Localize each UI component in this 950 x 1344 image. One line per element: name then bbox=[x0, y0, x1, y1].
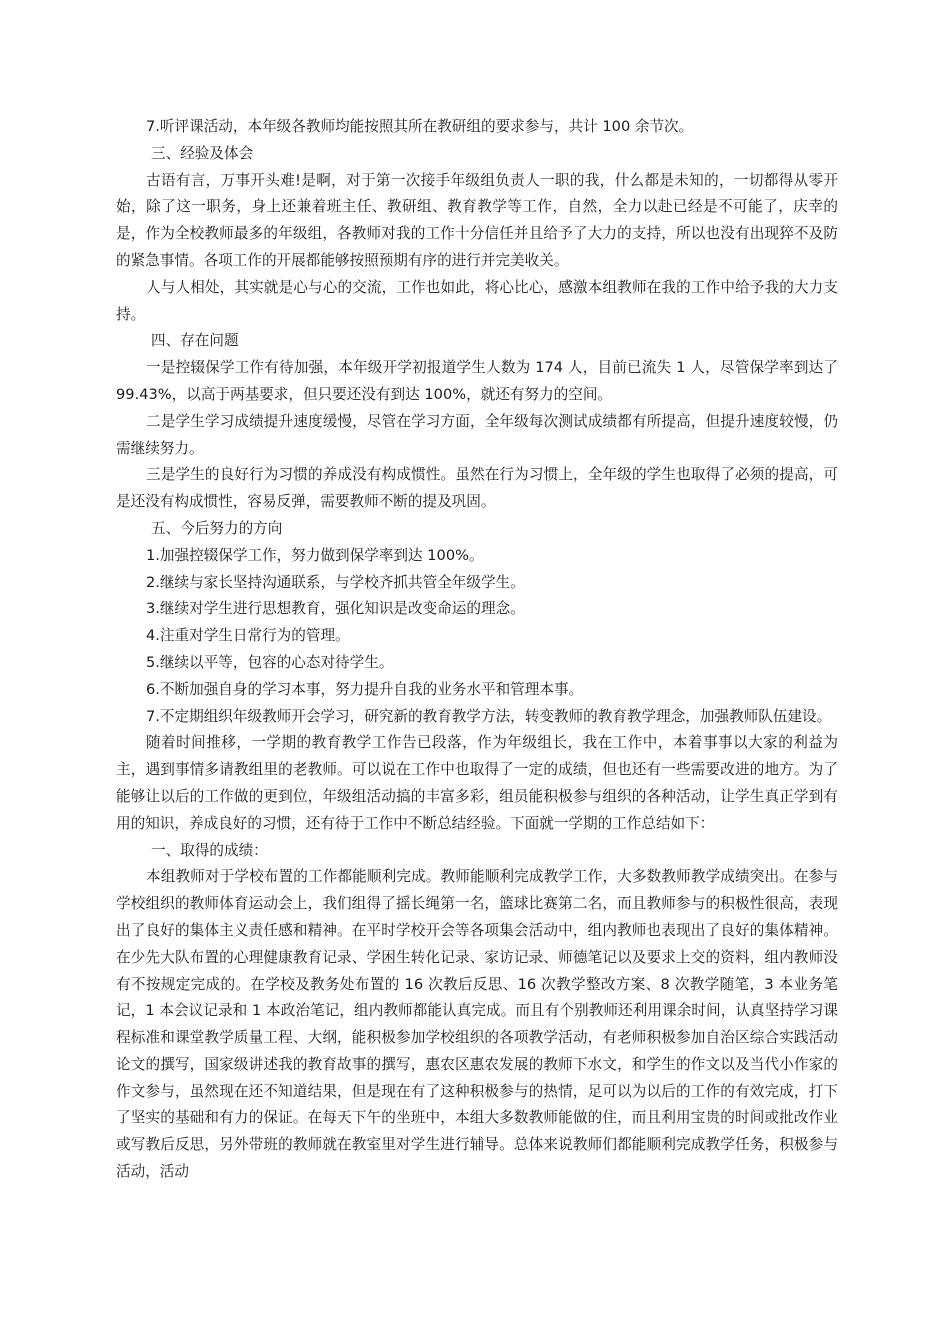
list-item-4: 4.注重对学生日常行为的管理。 bbox=[146, 627, 350, 645]
paragraph-introduction: 随着时间推移，一学期的教育教学工作告已段落，作为年级组长，我在工作中，本着事事以大家的利益为主，遇到事情多请教组里的老教师。可以说在工作中也取得了一定的成绩，但也还有一些需要改进的地方。为了能够让以后的工作做的更到位，年级组活动搞的丰富多彩，组员能积极参与组织的各种活动，让学生真正学到有用的知识，养成良好的习惯，还有待于工作中不断总结经验。下面就一学期的工作总结如下： bbox=[116, 734, 838, 832]
list-item-5: 5.继续以平等，包容的心态对待学生。 bbox=[146, 653, 394, 671]
paragraph-problem-2: 二是学生学习成绩提升速度缓慢，尽管在学习方面，全年级每次测试成绩都有所提高，但提升速度较慢，仍需继续努力。 bbox=[116, 412, 838, 457]
paragraph-experience: 古语有言，万事开头难!是啊，对于第一次接手年级组负责人一职的我，什么都是未知的，一切都得从零开始，除了这一职务，身上还兼着班主任、教研组、教育教学等工作，自然，全力以赴已经是不可能了，庆幸的是，作为全校教师最多的年级组，各教师对我的工作十分信任并且给予了大力的支持，所以也没有出现猝不及防的紧急事情。各项工作的开展都能够按照预期有序的进行并完美收关。 bbox=[116, 171, 838, 269]
heading-achievements: 一、取得的成绩： bbox=[151, 841, 268, 859]
paragraph-problem-3: 三是学生的良好行为习惯的养成没有构成惯性。虽然在行为习惯上，全年级的学生也取得了必须的提高，可是还没有构成惯性，容易反弹，需要教师不断的提及巩固。 bbox=[116, 466, 838, 511]
heading-experience: 三、经验及体会 bbox=[151, 144, 254, 162]
heading-future-direction: 五、今后努力的方向 bbox=[151, 519, 283, 537]
paragraph-relations: 人与人相处，其实就是心与心的交流，工作也如此，将心比心，感激本组教师在我的工作中给予我的大力支持。 bbox=[116, 278, 838, 323]
paragraph-listening-activity: 7.听评课活动，本年级各教师均能按照其所在教研组的要求参与，共计 100 余节次。 bbox=[146, 118, 694, 135]
list-item-7: 7.不定期组织年级教师开会学习，研究新的教育教学方法，转变教师的教育教学理念，加强教师队伍建设。 bbox=[146, 707, 832, 725]
paragraph-problem-1: 一是控辍保学工作有待加强，本年级开学初报道学生人数为 174 人，目前已流失 1 人，尽管保学率到达了 99.43%，以高于两基要求，但只要还没有到达 100%，就还有努力的空间。 bbox=[116, 359, 838, 403]
list-item-2: 2.继续与家长坚持沟通联系，与学校齐抓共管全年级学生。 bbox=[146, 573, 525, 591]
heading-problems: 四、存在问题 bbox=[151, 332, 239, 350]
document-body bbox=[116, 114, 838, 1186]
paragraph-achievements: 本组教师对于学校布置的工作都能顺利完成。教师能顺利完成教学工作，大多数教师教学成绩突出。在参与学校组织的教师体育运动会上，我们组得了摇长绳第一名，篮球比赛第二名，而且教师参与的积极性很高，表现出了良好的集体主义责任感和精神。在平时学校开会等各项集会活动中，组内教师也表现出了良好的集体精神。在少先大队布置的心理健康教育记录、学困生转化记录、家访记录、师德笔记以及要求上交的资料，组内教师没有不按规定完成的。在学校及教务处布置的 16 次教后反思、16 次教学整改方案、8 次教学随笔，3 本业务笔记，1 本会议记录和 1 本政治笔记，组内教师都能认真完成。而且有个别教师还利用课余时间，认真坚持学习课程标准和课堂教学质量工程、大纲，能积极参加学校组织的各项教学活动，有老师积极参加自治区综合实践活动论文的撰写，国家级讲述我的教育故事的撰写，惠农区惠农发展的教师下水文，和学生的作文以及当代小作家的作文参与，虽然现在还不知道结果，但是现在有了这种积极参与的热情，足可以为以后的工作的有效完成，打下了坚实的基础和有力的保证。在每天下午的坐班中，本组大多数教师能做的住，而且利用宝贵的时间或批改作业或写教后反思，另外带班的教师就在教室里对学生进行辅导。总体来说教师们都能顺利完成教学任务，积极参与活动，活动 bbox=[116, 868, 838, 1181]
list-item-6: 6.不断加强自身的学习本事，努力提升自我的业务水平和管理本事。 bbox=[146, 680, 584, 698]
list-item-1: 1.加强控辍保学工作，努力做到保学率到达 100%。 bbox=[146, 546, 484, 564]
list-item-3: 3.继续对学生进行思想教育，强化知识是改变命运的理念。 bbox=[146, 600, 525, 618]
